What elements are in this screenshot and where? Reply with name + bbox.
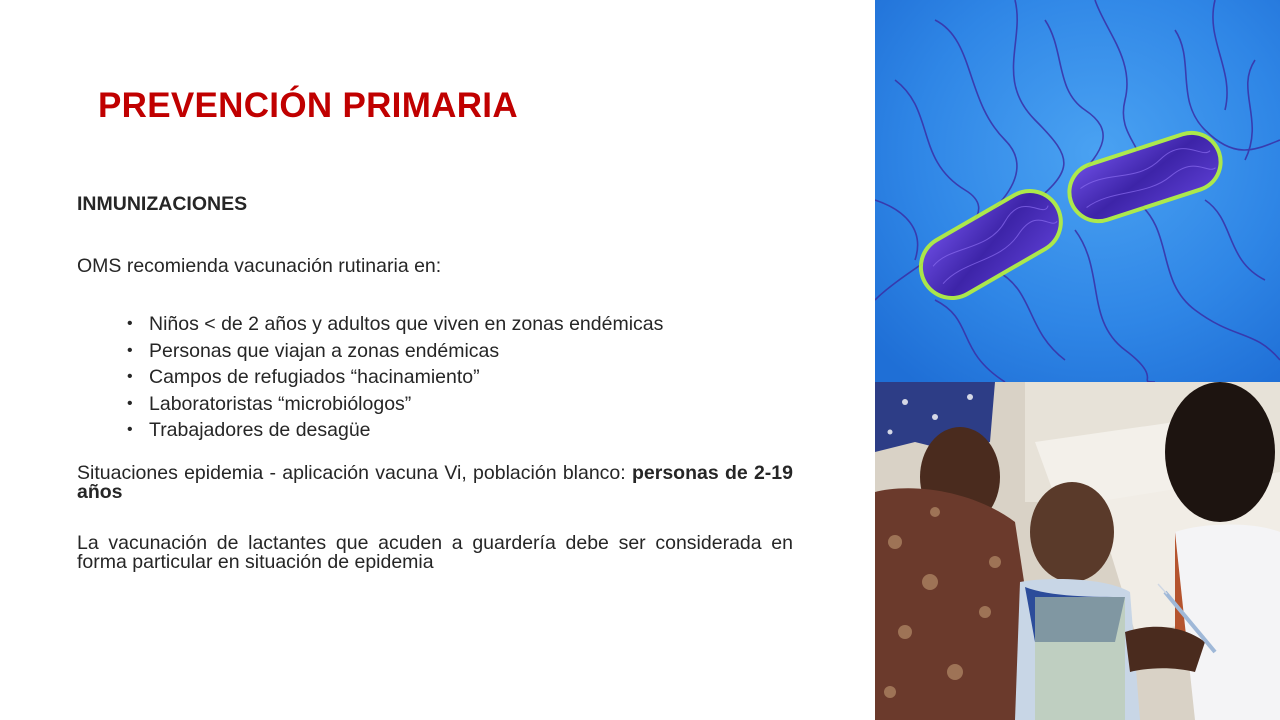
bullet-item bbox=[127, 391, 793, 418]
bullet-list bbox=[77, 311, 793, 444]
bullet-text: Campos de refugiados “hacinamiento” bbox=[149, 366, 480, 388]
epidemia-text: Situaciones epidemia - aplicación vacuna Vi, población blanco: bbox=[77, 461, 632, 484]
lactantes-paragraph: La vacunación de lactantes que acuden a guardería debe ser considerada en forma particular en situación de epidemia bbox=[77, 531, 793, 573]
bullet-item bbox=[127, 364, 793, 391]
bullet-text: Personas que viajan a zonas endémicas bbox=[149, 339, 500, 362]
bullet-text: Niños < de 2 años y adultos que viven en zonas endémicas bbox=[149, 313, 664, 335]
bullet-item bbox=[127, 338, 793, 365]
bullet-item bbox=[127, 417, 793, 444]
intro-text: OMS recomienda vacunación rutinaria en: bbox=[77, 255, 442, 277]
epidemia-paragraph bbox=[77, 461, 793, 503]
bullet-dot: • bbox=[127, 368, 133, 385]
bullet-dot: • bbox=[127, 315, 133, 332]
bacteria-micrograph-image bbox=[875, 0, 1280, 382]
section-heading: INMUNIZACIONES bbox=[77, 193, 248, 215]
bullet-item bbox=[127, 311, 793, 338]
bullet-dot: • bbox=[127, 394, 133, 412]
slide-title: PREVENCIÓN PRIMARIA bbox=[98, 86, 518, 125]
bullet-dot: • bbox=[127, 341, 133, 359]
slide-body bbox=[77, 192, 793, 572]
epidemia-target-population: personas de 2-19 años bbox=[77, 461, 793, 503]
bullet-dot: • bbox=[127, 421, 133, 438]
child-vaccination-photo bbox=[875, 382, 1280, 720]
bullet-text: Laboratoristas “microbiólogos” bbox=[149, 392, 412, 415]
bullet-text: Trabajadores de desagüe bbox=[149, 419, 371, 441]
